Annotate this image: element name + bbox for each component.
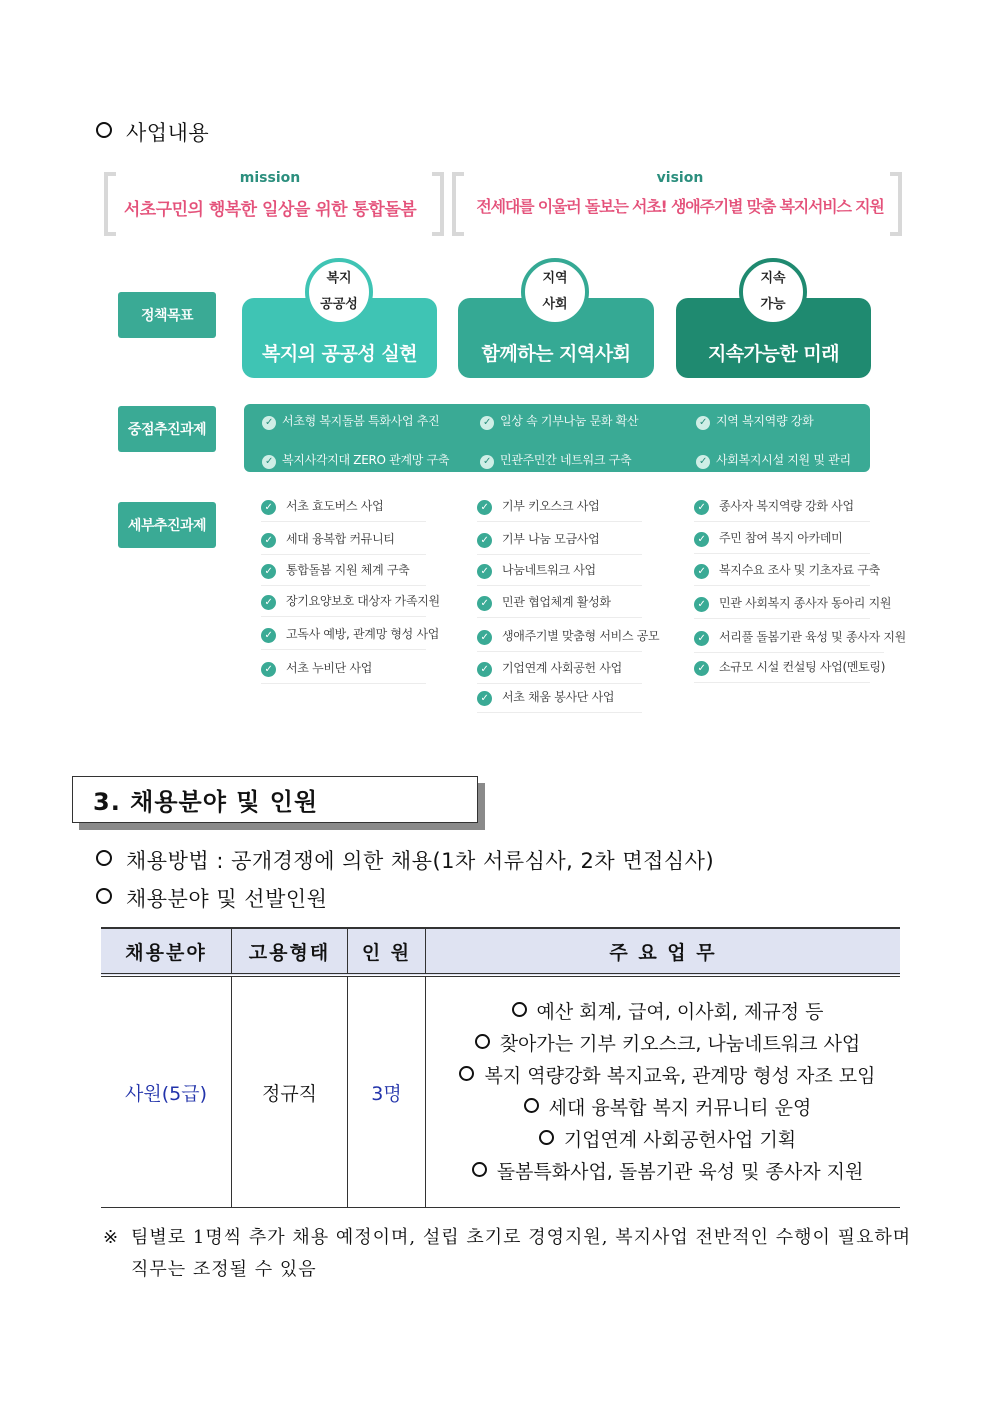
recruit-table	[101, 927, 900, 1208]
check-icon: ✓	[480, 455, 494, 469]
circle-bullet-icon	[539, 1130, 554, 1145]
check-icon: ✓	[696, 416, 710, 430]
check-icon: ✓	[477, 596, 492, 611]
check-icon: ✓	[261, 533, 276, 548]
detail-item: ✓ 소규모 시설 컨설팅 사업(멘토링)	[694, 658, 870, 683]
detail-item: ✓ 종사자 복지역량 강화 사업	[694, 497, 870, 522]
duty-item: 예산 회계, 급여, 이사회, 제규정 등	[436, 996, 899, 1028]
key-task-item: ✓ 민관주민간 네트워크 구축	[480, 451, 631, 469]
row-label-detail: 세부추진과제	[118, 502, 216, 548]
goal-circle-1: 복지 공공성	[305, 258, 373, 326]
circle-bullet-icon	[512, 1002, 527, 1017]
detail-item: ✓ 서초 채움 봉사단 사업	[477, 688, 642, 713]
key-task-item: ✓ 일상 속 기부나눔 문화 확산	[480, 412, 638, 430]
check-icon: ✓	[480, 416, 494, 430]
duty-item: 기업연계 사회공헌사업 기획	[436, 1124, 899, 1156]
key-task-item: ✓ 서초형 복지돌봄 특화사업 추진	[262, 412, 439, 430]
detail-item: ✓ 통합돌봄 지원 체계 구축	[261, 561, 426, 586]
detail-item: ✓ 고독사 예방, 관계망 형성 사업	[261, 625, 426, 650]
check-icon: ✓	[694, 564, 709, 579]
detail-item: ✓ 세대 융복합 커뮤니티	[261, 530, 426, 555]
detail-item: ✓ 민관 사회복지 종사자 동아리 지원	[694, 594, 870, 619]
detail-item: ✓ 주민 참여 복지 아카데미	[694, 529, 870, 554]
vision-label: vision	[656, 170, 704, 186]
recruit-method: 채용방법 : 공개경쟁에 의한 채용(1차 서류심사, 2차 면접심사)	[96, 845, 714, 875]
detail-item: ✓ 기부 키오스크 사업	[477, 497, 642, 522]
vision-text: 전세대를 이울러 돌보는 서초! 생애주기별 맞춤 복지서비스 지원	[476, 197, 884, 216]
check-icon: ✓	[694, 532, 709, 547]
duty-item: 찾아가는 기부 키오스크, 나눔네트워크 사업	[436, 1028, 899, 1060]
detail-item: ✓ 복지수요 조사 및 기초자료 구축	[694, 561, 870, 586]
circle-bullet-icon	[96, 122, 112, 138]
detail-item: ✓ 생애주기별 맞춤형 서비스 공모	[477, 627, 642, 652]
cell-type: 정규직	[232, 975, 348, 1208]
header-duties: 주 요 업 무	[426, 928, 901, 975]
check-icon: ✓	[261, 662, 276, 677]
cell-field: 사원(5급)	[101, 975, 232, 1208]
check-icon: ✓	[261, 500, 276, 515]
detail-item: ✓ 서초 누비단 사업	[261, 659, 426, 684]
header-field: 채용분야	[101, 928, 232, 975]
check-icon: ✓	[261, 595, 276, 610]
cell-duties	[426, 975, 901, 1208]
duty-item: 복지 역량강화 복지교육, 관계망 형성 자조 모임	[436, 1060, 899, 1092]
detail-item: ✓ 민관 협업체계 활성화	[477, 593, 642, 618]
goal-box-1: 복지의 공공성 실현	[242, 298, 437, 378]
mission-bracket-left	[104, 172, 116, 236]
note-text: 팀별로 1명씩 추가 채용 예정이며, 설립 초기로 경영지원, 복지사업 전반적인 수행이 필요하며 직무는 조정될 수 있음	[131, 1227, 912, 1280]
header-count: 인 원	[348, 928, 426, 975]
goal-circle-2: 지역 사회	[521, 258, 589, 326]
duty-item: 세대 융복합 복지 커뮤니티 운영	[436, 1092, 899, 1124]
circle-bullet-icon	[96, 888, 112, 904]
mission-label: mission	[239, 170, 301, 186]
circle-bullet-icon	[459, 1066, 474, 1081]
duty-item: 돌봄특화사업, 돌봄기관 육성 및 종사자 지원	[436, 1156, 899, 1188]
row-label-goal: 정책목표	[118, 292, 216, 338]
table-row	[101, 975, 900, 1208]
check-icon: ✓	[694, 500, 709, 515]
check-icon: ✓	[477, 564, 492, 579]
check-icon: ✓	[262, 416, 276, 430]
circle-bullet-icon	[472, 1162, 487, 1177]
table-header-row	[101, 928, 900, 975]
detail-item: ✓ 기업연계 사회공헌 사업	[477, 659, 642, 684]
footnote	[103, 1222, 923, 1286]
goal-box-3: 지속가능한 미래	[676, 298, 871, 378]
check-icon: ✓	[477, 662, 492, 677]
detail-item: ✓ 나눔네트워크 사업	[477, 561, 642, 586]
check-icon: ✓	[696, 455, 710, 469]
circle-bullet-icon	[475, 1034, 490, 1049]
circle-bullet-icon	[96, 850, 112, 866]
goal-box-2: 함께하는 지역사회	[458, 298, 654, 378]
row-label-key: 중점추진과제	[118, 406, 216, 452]
detail-item: ✓ 기부 나눔 모금사업	[477, 530, 642, 555]
detail-item: ✓ 서초 효도버스 사업	[261, 497, 426, 522]
detail-item: ✓ 서리풀 돌봄기관 육성 및 종사자 지원	[694, 628, 884, 653]
check-icon: ✓	[261, 628, 276, 643]
section-title: 3. 채용분야 및 인원	[72, 776, 478, 823]
recruit-field-heading: 채용분야 및 선발인원	[96, 883, 327, 913]
detail-item: ✓ 장기요양보호 대상자 가족지원	[261, 592, 426, 617]
note-mark: ※	[103, 1227, 120, 1248]
cell-count: 3명	[348, 975, 426, 1208]
check-icon: ✓	[694, 661, 709, 676]
check-icon: ✓	[694, 631, 709, 646]
key-task-item: ✓ 지역 복지역량 강화	[696, 412, 813, 430]
check-icon: ✓	[477, 691, 492, 706]
header-type: 고용형태	[232, 928, 348, 975]
check-icon: ✓	[261, 564, 276, 579]
check-icon: ✓	[694, 597, 709, 612]
mission-text: 서초구민의 행복한 일상을 위한 통합돌봄	[123, 200, 417, 220]
check-icon: ✓	[477, 630, 492, 645]
key-task-item: ✓ 복지사각지대 ZERO 관계망 구축	[262, 451, 449, 469]
vision-bracket-left	[452, 172, 464, 236]
mission-bracket-right	[432, 172, 444, 236]
key-task-item: ✓ 사회복지시설 지원 및 관리	[696, 451, 851, 469]
circle-bullet-icon	[524, 1098, 539, 1113]
check-icon: ✓	[477, 500, 492, 515]
check-icon: ✓	[262, 455, 276, 469]
check-icon: ✓	[477, 533, 492, 548]
business-heading: 사업내용	[96, 117, 209, 147]
goal-circle-3: 지속 가능	[739, 258, 807, 326]
